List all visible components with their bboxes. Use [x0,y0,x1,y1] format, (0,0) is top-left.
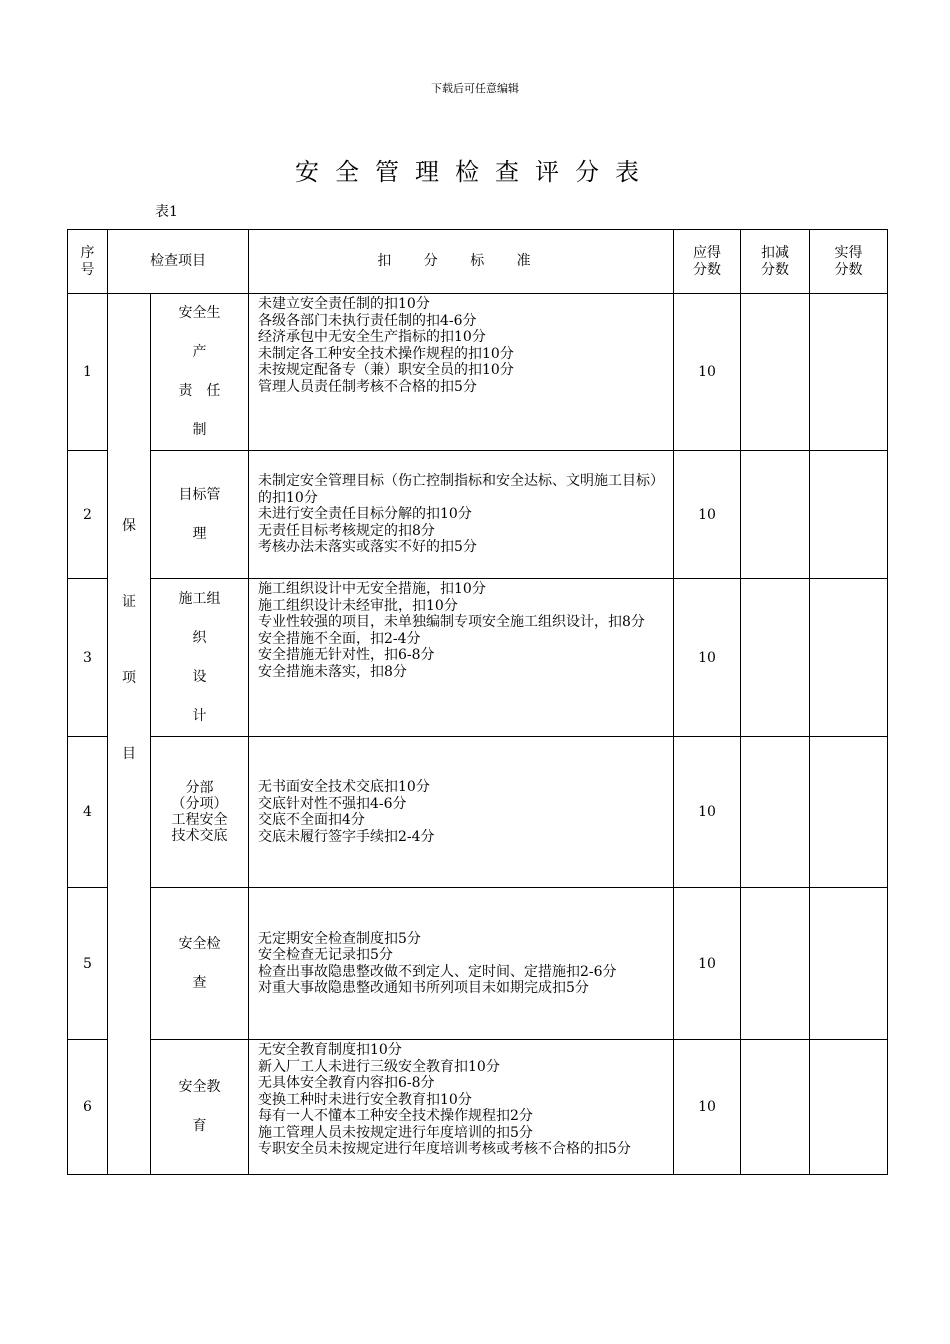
header-item: 检查项目 [108,230,249,294]
table-header-row [68,230,888,294]
category-char: 项 [122,670,136,686]
item-line: 设 [192,668,207,685]
item-line: 计 [192,707,207,724]
score-table [67,229,888,1175]
table-row [68,1040,888,1175]
criteria-line: 管理人员责任制考核不合格的扣5分 [258,378,477,395]
criteria-line: 交底针对性不强扣4-6分 [258,795,407,812]
deduct-score-cell[interactable] [741,1040,810,1175]
actual-score-cell[interactable] [810,579,888,737]
item-line: 织 [192,629,207,646]
criteria-line: 未制定安全管理目标（伤亡控制指标和安全达标、文明施工目标）的扣10分 [258,473,664,506]
due-score: 10 [674,451,741,579]
criteria-line: 交底不全面扣4分 [258,812,365,828]
actual-score-cell[interactable] [810,294,888,451]
item-name [151,737,249,888]
criteria-line: 交底未履行签字手续扣2-4分 [258,828,435,845]
item-name [151,888,249,1040]
table-row [68,737,888,888]
header-criteria: 扣 分 标 准 [249,230,674,294]
criteria-line: 各级各部门未执行责任制的扣4-6分 [258,312,477,329]
header-due: 应得分数 [674,230,741,294]
criteria-line: 未建立安全责任制的扣10分 [258,296,430,312]
header-no: 序号 [68,230,108,294]
deduct-score-cell[interactable] [741,737,810,888]
criteria-line: 安全措施未落实，扣8分 [258,663,407,680]
criteria-line: 无书面安全技术交底扣10分 [258,779,430,795]
criteria-cell [249,579,674,737]
item-line: 制 [192,422,207,438]
due-score: 10 [674,579,741,737]
document-title: 安全管理检查评分表 [295,158,655,186]
criteria-cell [249,1040,674,1175]
criteria-line: 施工组织设计未经审批，扣10分 [258,597,458,614]
table-label: 表1 [155,204,178,220]
criteria-line: 每有一人不懂本工种安全技术操作规程扣2分 [258,1108,533,1124]
category-char: 保 [122,518,136,534]
table-row [68,888,888,1040]
item-line: 产 [192,344,207,360]
item-line: 工程安全 [171,812,228,828]
header-actual: 实得分数 [810,230,888,294]
item-line: 安全生 [178,305,221,321]
due-score: 10 [674,888,741,1040]
table-row [68,579,888,737]
item-line: 目标管 [178,486,221,503]
deduct-score-cell[interactable] [741,451,810,579]
category-char: 目 [122,746,136,762]
criteria-line: 无责任目标考核规定的扣8分 [258,522,435,539]
criteria-line: 安全措施不全面，扣2-4分 [258,630,421,647]
criteria-line: 安全检查无记录扣5分 [258,947,393,963]
criteria-line: 经济承包中无安全生产指标的扣10分 [258,329,486,345]
row-no: 2 [68,451,108,579]
due-score: 10 [674,737,741,888]
row-no: 5 [68,888,108,1040]
criteria-line: 检查出事故隐患整改做不到定人、定时间、定措施扣2-6分 [258,963,617,980]
item-line: 查 [192,974,207,991]
category-char: 证 [122,594,136,610]
criteria-line: 未按规定配备专（兼）职安全员的扣10分 [258,362,514,378]
criteria-line: 专职安全员未按规定进行年度培训考核或考核不合格的扣5分 [258,1141,631,1157]
table-row [68,294,888,451]
criteria-line: 无安全教育制度扣10分 [258,1042,402,1058]
item-line: 安全教 [178,1079,221,1095]
criteria-line: 考核办法未落实或落实不好的扣5分 [258,539,477,556]
item-name [151,294,249,451]
item-line: 施工组 [178,590,221,607]
criteria-line: 施工管理人员未按规定进行年度培训的扣5分 [258,1124,533,1141]
criteria-line: 施工组织设计中无安全措施，扣10分 [258,581,486,597]
header-note: 下载后可任意编辑 [431,82,519,95]
due-score: 10 [674,294,741,451]
deduct-score-cell[interactable] [741,579,810,737]
row-no: 6 [68,1040,108,1175]
header-deduct: 扣减分数 [741,230,810,294]
actual-score-cell[interactable] [810,737,888,888]
table-row [68,451,888,579]
row-no: 4 [68,737,108,888]
item-name [151,1040,249,1175]
criteria-cell [249,737,674,888]
actual-score-cell[interactable] [810,888,888,1040]
due-score: 10 [674,1040,741,1175]
category-cell [108,294,151,1175]
item-name [151,451,249,579]
item-line: 责 任 [178,383,221,399]
criteria-line: 新入厂工人未进行三级安全教育扣10分 [258,1058,500,1075]
item-line: 技术交底 [171,828,228,844]
criteria-line: 未进行安全责任目标分解的扣10分 [258,506,472,523]
item-line: 安全检 [178,935,221,952]
criteria-line: 变换工种时未进行安全教育扣10分 [258,1091,472,1108]
item-line: （分项） [171,796,228,812]
row-no: 3 [68,579,108,737]
criteria-cell [249,294,674,451]
deduct-score-cell[interactable] [741,294,810,451]
criteria-line: 专业性较强的项目，未单独编制专项安全施工组织设计，扣8分 [258,614,645,630]
item-name [151,579,249,737]
criteria-line: 安全措施无针对性，扣6-8分 [258,647,435,663]
actual-score-cell[interactable] [810,1040,888,1175]
criteria-line: 对重大事故隐患整改通知书所列项目未如期完成扣5分 [258,980,589,996]
item-line: 分部 [185,780,214,796]
row-no: 1 [68,294,108,451]
criteria-line: 未制定各工种安全技术操作规程的扣10分 [258,345,514,362]
criteria-cell [249,888,674,1040]
actual-score-cell[interactable] [810,451,888,579]
deduct-score-cell[interactable] [741,888,810,1040]
criteria-line: 无定期安全检查制度扣5分 [258,930,421,947]
item-line: 育 [192,1118,207,1134]
item-line: 理 [192,525,207,542]
criteria-cell [249,451,674,579]
criteria-line: 无具体安全教育内容扣6-8分 [258,1075,435,1091]
